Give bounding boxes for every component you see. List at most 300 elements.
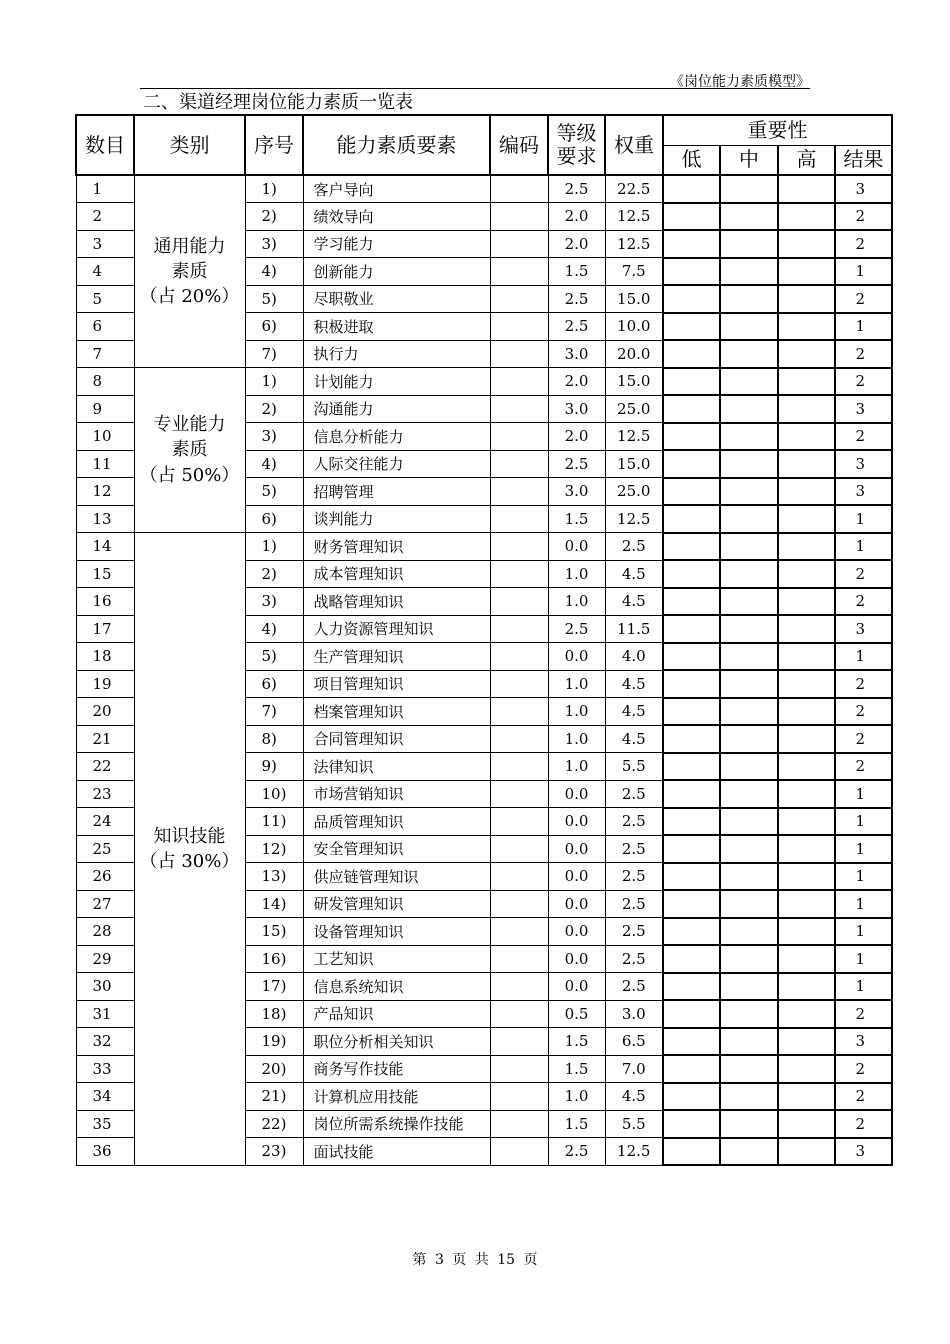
competency-element: 合同管理知识 [303, 725, 490, 753]
sequence-number: 3) [245, 423, 303, 451]
code-cell [490, 808, 548, 836]
category-label [134, 533, 245, 1166]
weight-value: 4.0 [605, 643, 663, 671]
importance-mid-cell [720, 368, 778, 396]
grade-requirement: 2.0 [548, 423, 605, 451]
code-cell [490, 1055, 548, 1083]
result-value: 3 [835, 395, 892, 423]
result-value: 1 [835, 313, 892, 341]
competency-table [75, 114, 893, 1166]
page-number: 第 3 页 共 15 页 [412, 1252, 538, 1268]
competency-element: 安全管理知识 [303, 835, 490, 863]
importance-low-cell [663, 588, 720, 616]
header-code: 编码 [490, 115, 548, 175]
row-number: 23 [76, 780, 134, 808]
grade-requirement: 2.0 [548, 230, 605, 258]
importance-high-cell [778, 725, 835, 753]
weight-value: 2.5 [605, 533, 663, 561]
code-cell [490, 560, 548, 588]
importance-mid-cell [720, 973, 778, 1001]
competency-element: 尽职敬业 [303, 285, 490, 313]
weight-value: 4.5 [605, 560, 663, 588]
category-label [134, 175, 245, 368]
importance-low-cell [663, 973, 720, 1001]
grade-requirement: 1.5 [548, 1055, 605, 1083]
importance-low-cell [663, 258, 720, 286]
row-number: 11 [76, 450, 134, 478]
importance-mid-cell [720, 175, 778, 203]
importance-high-cell [778, 450, 835, 478]
competency-element: 设备管理知识 [303, 918, 490, 946]
row-number: 7 [76, 340, 134, 368]
result-value: 2 [835, 340, 892, 368]
result-value: 3 [835, 478, 892, 506]
weight-value: 2.5 [605, 863, 663, 891]
grade-requirement: 0.0 [548, 643, 605, 671]
competency-element: 计划能力 [303, 368, 490, 396]
header-grade: 等级要求 [548, 115, 605, 175]
importance-low-cell [663, 505, 720, 533]
code-cell [490, 725, 548, 753]
row-number: 13 [76, 505, 134, 533]
competency-element: 财务管理知识 [303, 533, 490, 561]
sequence-number: 1) [245, 533, 303, 561]
grade-requirement: 2.0 [548, 203, 605, 231]
importance-low-cell [663, 725, 720, 753]
importance-high-cell [778, 203, 835, 231]
importance-mid-cell [720, 313, 778, 341]
grade-requirement: 2.5 [548, 1138, 605, 1166]
importance-mid-cell [720, 1000, 778, 1028]
importance-high-cell [778, 643, 835, 671]
importance-high-cell [778, 808, 835, 836]
weight-value: 4.5 [605, 725, 663, 753]
code-cell [490, 340, 548, 368]
result-value: 1 [835, 918, 892, 946]
weight-value: 20.0 [605, 340, 663, 368]
row-number: 19 [76, 670, 134, 698]
grade-requirement: 1.0 [548, 588, 605, 616]
importance-low-cell [663, 1110, 720, 1138]
sequence-number: 1) [245, 175, 303, 203]
sequence-number: 3) [245, 230, 303, 258]
competency-element: 工艺知识 [303, 945, 490, 973]
grade-requirement: 0.5 [548, 1000, 605, 1028]
importance-mid-cell [720, 780, 778, 808]
importance-low-cell [663, 1028, 720, 1056]
result-value: 3 [835, 615, 892, 643]
row-number: 34 [76, 1083, 134, 1111]
header-result: 结果 [835, 145, 892, 175]
importance-mid-cell [720, 1110, 778, 1138]
row-number: 15 [76, 560, 134, 588]
importance-high-cell [778, 835, 835, 863]
importance-low-cell [663, 230, 720, 258]
code-cell [490, 313, 548, 341]
importance-low-cell [663, 1055, 720, 1083]
importance-high-cell [778, 918, 835, 946]
code-cell [490, 368, 548, 396]
weight-value: 2.5 [605, 780, 663, 808]
row-number: 31 [76, 1000, 134, 1028]
result-value: 1 [835, 890, 892, 918]
importance-mid-cell [720, 808, 778, 836]
weight-value: 2.5 [605, 973, 663, 1001]
competency-element: 职位分析相关知识 [303, 1028, 490, 1056]
weight-value: 4.5 [605, 1083, 663, 1111]
importance-high-cell [778, 890, 835, 918]
weight-value: 6.5 [605, 1028, 663, 1056]
importance-low-cell [663, 863, 720, 891]
importance-low-cell [663, 395, 720, 423]
result-value: 1 [835, 780, 892, 808]
header-low: 低 [663, 145, 720, 175]
result-value: 2 [835, 1000, 892, 1028]
row-number: 28 [76, 918, 134, 946]
row-number: 30 [76, 973, 134, 1001]
row-number: 2 [76, 203, 134, 231]
table-body [76, 175, 892, 1165]
importance-high-cell [778, 945, 835, 973]
row-number: 18 [76, 643, 134, 671]
importance-mid-cell [720, 285, 778, 313]
result-value: 1 [835, 505, 892, 533]
importance-high-cell [778, 560, 835, 588]
importance-high-cell [778, 175, 835, 203]
competency-element: 信息分析能力 [303, 423, 490, 451]
sequence-number: 5) [245, 285, 303, 313]
importance-low-cell [663, 478, 720, 506]
row-number: 10 [76, 423, 134, 451]
result-value: 2 [835, 560, 892, 588]
sequence-number: 18) [245, 1000, 303, 1028]
importance-mid-cell [720, 588, 778, 616]
weight-value: 5.5 [605, 753, 663, 781]
sequence-number: 22) [245, 1110, 303, 1138]
row-number: 1 [76, 175, 134, 203]
result-value: 2 [835, 588, 892, 616]
importance-high-cell [778, 1110, 835, 1138]
sequence-number: 21) [245, 1083, 303, 1111]
importance-high-cell [778, 588, 835, 616]
grade-requirement: 2.5 [548, 175, 605, 203]
importance-low-cell [663, 753, 720, 781]
code-cell [490, 780, 548, 808]
code-cell [490, 1083, 548, 1111]
importance-high-cell [778, 478, 835, 506]
importance-high-cell [778, 1138, 835, 1166]
importance-low-cell [663, 313, 720, 341]
importance-low-cell [663, 175, 720, 203]
importance-low-cell [663, 560, 720, 588]
sequence-number: 15) [245, 918, 303, 946]
importance-low-cell [663, 285, 720, 313]
row-number: 29 [76, 945, 134, 973]
importance-low-cell [663, 533, 720, 561]
importance-high-cell [778, 230, 835, 258]
weight-value: 2.5 [605, 918, 663, 946]
weight-value: 2.5 [605, 835, 663, 863]
weight-value: 4.5 [605, 670, 663, 698]
category-text: 知识技能 （占 30%） [139, 825, 240, 872]
importance-low-cell [663, 368, 720, 396]
competency-element: 战略管理知识 [303, 588, 490, 616]
weight-value: 12.5 [605, 230, 663, 258]
code-cell [490, 505, 548, 533]
importance-low-cell [663, 808, 720, 836]
sequence-number: 12) [245, 835, 303, 863]
importance-mid-cell [720, 1083, 778, 1111]
competency-element: 商务写作技能 [303, 1055, 490, 1083]
importance-low-cell [663, 1000, 720, 1028]
grade-requirement: 1.0 [548, 698, 605, 726]
competency-element: 产品知识 [303, 1000, 490, 1028]
importance-high-cell [778, 615, 835, 643]
importance-low-cell [663, 203, 720, 231]
result-value: 1 [835, 808, 892, 836]
weight-value: 12.5 [605, 423, 663, 451]
row-number: 6 [76, 313, 134, 341]
weight-value: 2.5 [605, 890, 663, 918]
header-weight: 权重 [605, 115, 663, 175]
code-cell [490, 1110, 548, 1138]
grade-requirement: 2.5 [548, 313, 605, 341]
result-value: 1 [835, 945, 892, 973]
row-number: 36 [76, 1138, 134, 1166]
row-number: 12 [76, 478, 134, 506]
weight-value: 3.0 [605, 1000, 663, 1028]
importance-high-cell [778, 1028, 835, 1056]
result-value: 1 [835, 973, 892, 1001]
result-value: 1 [835, 533, 892, 561]
result-value: 1 [835, 863, 892, 891]
importance-mid-cell [720, 395, 778, 423]
importance-mid-cell [720, 423, 778, 451]
result-value: 1 [835, 835, 892, 863]
code-cell [490, 1138, 548, 1166]
grade-requirement: 0.0 [548, 780, 605, 808]
grade-requirement: 3.0 [548, 340, 605, 368]
weight-value: 7.0 [605, 1055, 663, 1083]
importance-high-cell [778, 753, 835, 781]
importance-high-cell [778, 258, 835, 286]
grade-requirement: 0.0 [548, 808, 605, 836]
category-text: 专业能力 素质 （占 50%） [139, 414, 240, 486]
competency-element: 学习能力 [303, 230, 490, 258]
code-cell [490, 835, 548, 863]
importance-high-cell [778, 285, 835, 313]
importance-mid-cell [720, 258, 778, 286]
row-number: 20 [76, 698, 134, 726]
result-value: 3 [835, 175, 892, 203]
importance-high-cell [778, 533, 835, 561]
row-number: 25 [76, 835, 134, 863]
row-number: 27 [76, 890, 134, 918]
importance-mid-cell [720, 753, 778, 781]
importance-low-cell [663, 340, 720, 368]
importance-mid-cell [720, 450, 778, 478]
sequence-number: 19) [245, 1028, 303, 1056]
importance-mid-cell [720, 1028, 778, 1056]
sequence-number: 2) [245, 560, 303, 588]
table-row [76, 368, 892, 396]
competency-element: 执行力 [303, 340, 490, 368]
competency-element: 供应链管理知识 [303, 863, 490, 891]
importance-mid-cell [720, 478, 778, 506]
code-cell [490, 533, 548, 561]
competency-element: 市场营销知识 [303, 780, 490, 808]
competency-element: 人际交往能力 [303, 450, 490, 478]
sequence-number: 23) [245, 1138, 303, 1166]
weight-value: 25.0 [605, 395, 663, 423]
importance-mid-cell [720, 945, 778, 973]
sequence-number: 17) [245, 973, 303, 1001]
importance-high-cell [778, 313, 835, 341]
importance-mid-cell [720, 863, 778, 891]
sequence-number: 5) [245, 478, 303, 506]
sequence-number: 7) [245, 340, 303, 368]
competency-element: 沟通能力 [303, 395, 490, 423]
importance-mid-cell [720, 835, 778, 863]
competency-element: 生产管理知识 [303, 643, 490, 671]
sequence-number: 13) [245, 863, 303, 891]
document-title: 《岗位能力素质模型》 [670, 74, 810, 90]
importance-low-cell [663, 780, 720, 808]
code-cell [490, 615, 548, 643]
code-cell [490, 423, 548, 451]
competency-element: 绩效导向 [303, 203, 490, 231]
sequence-number: 6) [245, 313, 303, 341]
grade-requirement: 2.5 [548, 450, 605, 478]
weight-value: 15.0 [605, 450, 663, 478]
code-cell [490, 395, 548, 423]
header-seq: 序号 [245, 115, 303, 175]
header-category: 类别 [134, 115, 245, 175]
section-title: 二、渠道经理岗位能力素质一览表 [143, 92, 413, 113]
importance-mid-cell [720, 615, 778, 643]
importance-low-cell [663, 643, 720, 671]
weight-value: 15.0 [605, 368, 663, 396]
weight-value: 4.5 [605, 588, 663, 616]
code-cell [490, 175, 548, 203]
competency-element: 创新能力 [303, 258, 490, 286]
sequence-number: 6) [245, 505, 303, 533]
grade-requirement: 1.0 [548, 725, 605, 753]
row-number: 9 [76, 395, 134, 423]
row-number: 21 [76, 725, 134, 753]
competency-element: 计算机应用技能 [303, 1083, 490, 1111]
result-value: 2 [835, 230, 892, 258]
row-number: 5 [76, 285, 134, 313]
importance-high-cell [778, 340, 835, 368]
sequence-number: 1) [245, 368, 303, 396]
importance-low-cell [663, 1138, 720, 1166]
result-value: 2 [835, 285, 892, 313]
importance-mid-cell [720, 230, 778, 258]
sequence-number: 20) [245, 1055, 303, 1083]
importance-high-cell [778, 505, 835, 533]
competency-element: 品质管理知识 [303, 808, 490, 836]
weight-value: 12.5 [605, 1138, 663, 1166]
code-cell [490, 285, 548, 313]
grade-requirement: 3.0 [548, 395, 605, 423]
sequence-number: 11) [245, 808, 303, 836]
row-number: 33 [76, 1055, 134, 1083]
importance-mid-cell [720, 1138, 778, 1166]
weight-value: 12.5 [605, 505, 663, 533]
result-value: 2 [835, 1110, 892, 1138]
grade-requirement: 1.0 [548, 753, 605, 781]
grade-requirement: 1.5 [548, 1110, 605, 1138]
result-value: 3 [835, 450, 892, 478]
importance-low-cell [663, 945, 720, 973]
row-number: 24 [76, 808, 134, 836]
row-number: 4 [76, 258, 134, 286]
code-cell [490, 258, 548, 286]
code-cell [490, 588, 548, 616]
result-value: 2 [835, 698, 892, 726]
sequence-number: 4) [245, 258, 303, 286]
grade-requirement: 2.5 [548, 615, 605, 643]
competency-element: 岗位所需系统操作技能 [303, 1110, 490, 1138]
row-number: 26 [76, 863, 134, 891]
header-num: 数目 [76, 115, 134, 175]
importance-mid-cell [720, 670, 778, 698]
grade-requirement: 0.0 [548, 533, 605, 561]
result-value: 2 [835, 1055, 892, 1083]
importance-low-cell [663, 423, 720, 451]
sequence-number: 14) [245, 890, 303, 918]
code-cell [490, 863, 548, 891]
grade-requirement: 0.0 [548, 863, 605, 891]
code-cell [490, 643, 548, 671]
weight-value: 22.5 [605, 175, 663, 203]
weight-value: 11.5 [605, 615, 663, 643]
header-high: 高 [778, 145, 835, 175]
grade-requirement: 1.5 [548, 258, 605, 286]
importance-mid-cell [720, 725, 778, 753]
weight-value: 25.0 [605, 478, 663, 506]
importance-high-cell [778, 698, 835, 726]
importance-high-cell [778, 780, 835, 808]
result-value: 1 [835, 643, 892, 671]
category-label [134, 368, 245, 533]
header-mid: 中 [720, 145, 778, 175]
competency-element: 项目管理知识 [303, 670, 490, 698]
importance-mid-cell [720, 533, 778, 561]
importance-high-cell [778, 1055, 835, 1083]
importance-mid-cell [720, 890, 778, 918]
grade-requirement: 0.0 [548, 890, 605, 918]
grade-requirement: 2.5 [548, 285, 605, 313]
grade-requirement: 1.5 [548, 1028, 605, 1056]
grade-requirement: 1.0 [548, 560, 605, 588]
grade-requirement: 0.0 [548, 918, 605, 946]
importance-mid-cell [720, 203, 778, 231]
category-text: 通用能力 素质 （占 20%） [139, 235, 240, 308]
result-value: 2 [835, 725, 892, 753]
code-cell [490, 478, 548, 506]
importance-mid-cell [720, 698, 778, 726]
table-row [76, 533, 892, 561]
result-value: 2 [835, 423, 892, 451]
competency-element: 成本管理知识 [303, 560, 490, 588]
grade-requirement: 3.0 [548, 478, 605, 506]
row-number: 22 [76, 753, 134, 781]
importance-high-cell [778, 973, 835, 1001]
code-cell [490, 945, 548, 973]
importance-high-cell [778, 423, 835, 451]
